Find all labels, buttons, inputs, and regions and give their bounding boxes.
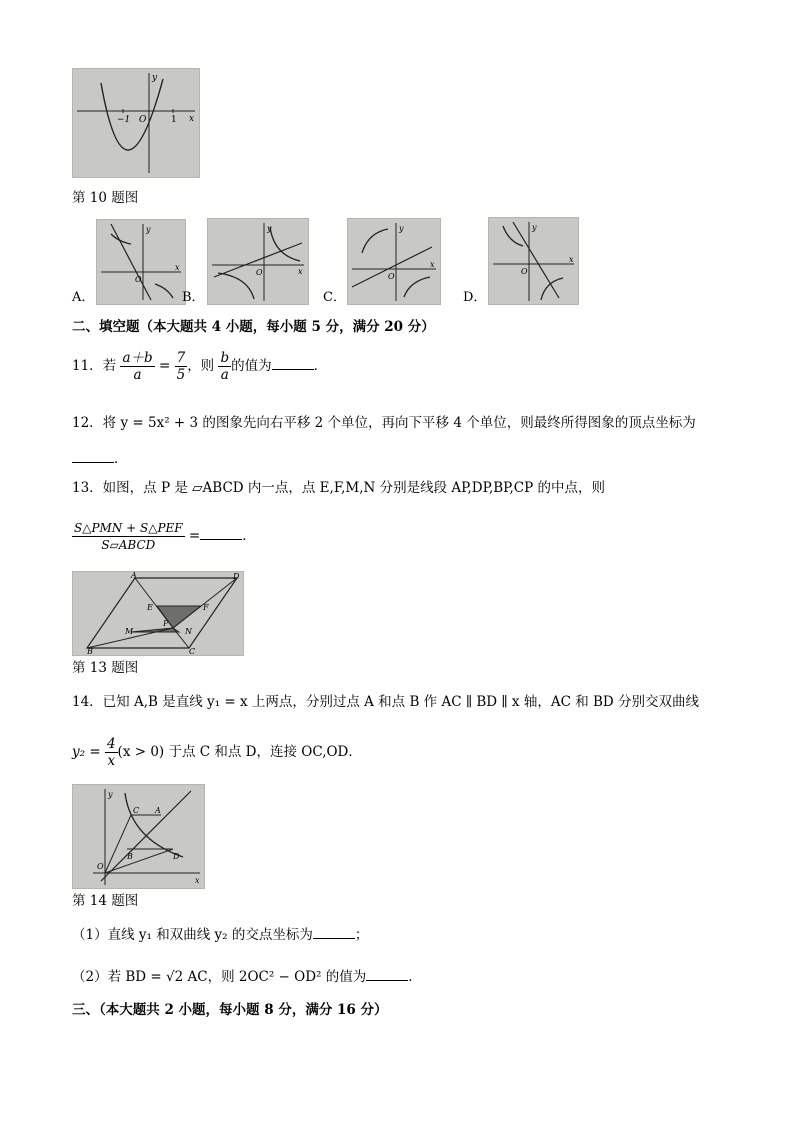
svg-text:y: y [108,790,113,799]
option-a-label: A． [72,290,95,305]
option-d-label: D． [463,290,487,305]
svg-text:y: y [267,224,272,233]
option-c-graph[interactable] [347,218,441,305]
option-a-graph[interactable] [96,219,186,305]
svg-text:x: x [430,260,435,269]
svg-text:C: C [133,806,140,815]
svg-text:x: x [569,255,574,264]
q11-fraction-1: $\frac{a+b}{a}$ [122,350,153,383]
q11-fraction-2: $\frac{7}{5}$ [176,350,186,383]
question-14-sub2: （2）若 BD = √2 AC，则 2OC² − OD² 的值为 ． [72,969,422,985]
fig10-graph [72,68,200,178]
svg-text:x: x [175,263,180,272]
svg-text:x: x [195,876,200,885]
svg-text:y: y [399,224,404,233]
svg-text:y: y [532,223,537,232]
section3-title: 三、（本大题共 2 小题，每小题 8 分，满分 16 分） [72,1002,388,1018]
svg-text:M: M [125,627,134,636]
fig13-parallelogram [72,571,244,656]
question-14-line1: 14．已知 A,B 是直线 y₁ = x 上两点，分别过点 A 和点 B 作 AC ∥ BD ∥ x 轴，AC 和 BD 分别交双曲线 [72,694,700,710]
question-13-line1: 13．如图，点 P 是 ▱ABCD 内一点，点 E,F,M,N 分别是线段 AP,DP,BP,CP 的中点，则 [72,480,605,496]
svg-text:x: x [298,267,303,276]
question-12-line1: 12．将 y = 5x² + 3 的图象先向右平移 2 个单位，再向下平移 4 个单位，则最终所得图象的顶点坐标为 [72,415,696,431]
svg-text:P: P [163,619,169,628]
q14-sub2-answer-blank[interactable] [366,968,408,981]
y-label: y [152,73,158,83]
svg-text:A: A [131,572,137,580]
tick-1: 1 [171,115,177,125]
tick-neg1: −1 [117,115,131,125]
q14-sub1-answer-blank[interactable] [313,926,355,939]
question-14-line2: y₂ = $\frac{4}{x}$ (x > 0) 于点 C 和点 D，连接 OC,OD． [72,736,362,769]
q12-answer-blank[interactable] [72,450,114,463]
q11-answer-blank[interactable] [272,357,314,370]
svg-text:y: y [146,225,151,234]
fig13-caption: 第 13 题图 [72,660,139,676]
svg-text:D: D [233,572,240,581]
option-b-label: B． [182,290,205,305]
fig14-caption: 第 14 题图 [72,893,139,909]
svg-text:O: O [135,275,142,284]
svg-text:C: C [189,647,196,655]
svg-text:B: B [127,852,133,861]
svg-text:E: E [147,603,153,612]
x-label: x [189,114,195,124]
svg-text:O: O [521,267,528,276]
question-13-line2: $\frac{\text{S△PMN + S△PEF}}{\text{S▱ABCD}}$ = ． [74,521,256,552]
q13-answer-blank[interactable] [200,527,242,540]
option-c-label: C． [323,290,346,305]
svg-text:B: B [87,647,93,655]
question-12-line2: ． [72,450,128,468]
svg-text:F: F [203,603,209,612]
svg-text:O: O [97,862,104,871]
question-11: 11．若 $\frac{a+b}{a}$ = $\frac{7}{5}$ ，则 $\frac{b}{a}$ 的值为 ． [72,350,328,383]
svg-text:D: D [173,852,180,861]
option-b-graph[interactable] [207,218,309,305]
svg-text:N: N [185,627,192,636]
fig10-caption: 第 10 题图 [72,190,139,206]
q13-fraction: $\frac{\text{S△PMN + S△PEF}}{\text{S▱ABCD}}$ [74,521,183,552]
option-d-graph[interactable] [488,217,579,305]
svg-text:O: O [256,268,263,277]
svg-text:A: A [155,806,161,815]
section2-title: 二、填空题（本大题共 4 小题，每小题 5 分，满分 20 分） [72,319,435,335]
svg-text:O: O [388,272,395,281]
fig14-graph [72,784,205,889]
q14-fraction: $\frac{4}{x}$ [106,736,116,769]
origin-label: O [139,115,147,125]
question-14-sub1: （1）直线 y₁ 和双曲线 y₂ 的交点坐标为 ； [72,927,369,943]
q11-fraction-3: $\frac{b}{a}$ [220,350,230,383]
parabola-curve [101,79,163,150]
